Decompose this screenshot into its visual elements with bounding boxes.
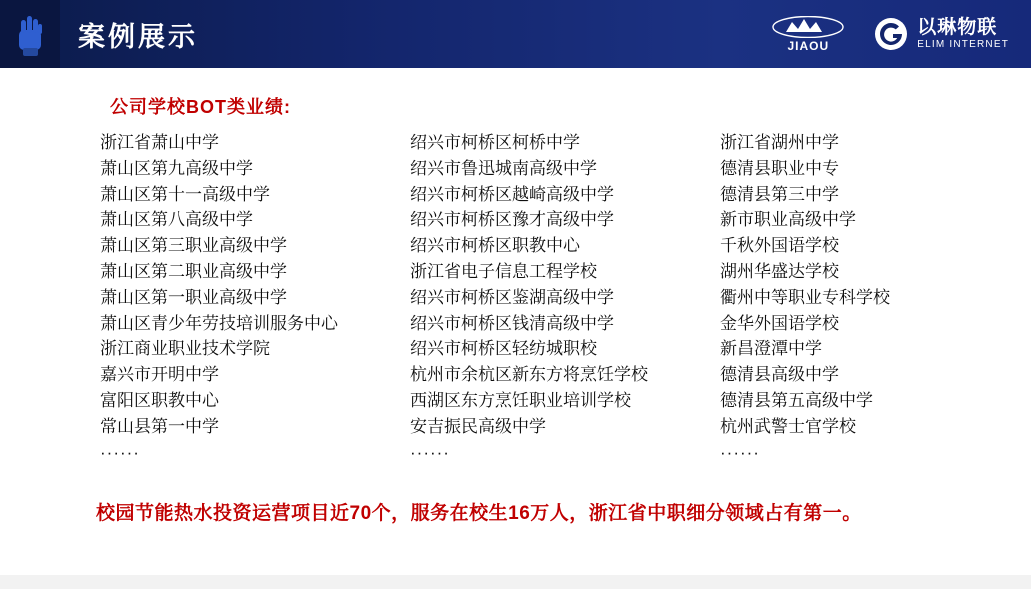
crown-icon	[772, 16, 844, 38]
list-item: 新昌澄潭中学	[720, 339, 822, 359]
elim-g-mark-icon	[873, 16, 909, 52]
list-item: 金华外国语学校	[720, 313, 839, 333]
list-item: 千秋外国语学校	[720, 236, 839, 256]
summary-note: 校园节能热水投资运营项目近70个，服务在校生16万人，浙江省中职细分领域占有第一。	[96, 503, 862, 524]
list-item: 萧山区第三职业高级中学	[100, 236, 287, 256]
elim-logo-text	[917, 18, 1009, 50]
list-item: 萧山区第九高级中学	[100, 158, 253, 178]
elim-logo-en: ELIM INTERNET	[917, 38, 1009, 50]
school-column-2	[410, 130, 720, 465]
list-item: 绍兴市柯桥区职教中心	[410, 236, 580, 256]
jiaou-logo	[765, 16, 851, 53]
fist-icon	[14, 10, 46, 58]
list-item: 新市职业高级中学	[720, 210, 856, 230]
list-item: 浙江省湖州中学	[720, 133, 839, 152]
elim-logo	[873, 16, 1009, 52]
school-column-1	[100, 130, 410, 465]
header-bar	[0, 0, 1031, 68]
list-item: 德清县第三中学	[720, 184, 839, 204]
list-item: 浙江省电子信息工程学校	[410, 261, 597, 281]
bottom-strip	[0, 575, 1031, 589]
list-item: 萧山区第八高级中学	[100, 210, 253, 230]
school-column-3	[720, 130, 1000, 465]
list-item: 常山县第一中学	[100, 416, 219, 436]
list-item: 湖州华盛达学校	[720, 261, 839, 281]
list-item: 浙江商业职业技术学院	[100, 339, 270, 359]
list-ellipsis: ······	[720, 442, 760, 462]
list-item: 杭州武警士官学校	[720, 416, 856, 436]
list-item: 萧山区第十一高级中学	[100, 184, 270, 204]
section-title: 公司学校BOT类业绩:	[110, 97, 291, 117]
elim-logo-cn: 以琳物联	[917, 17, 998, 39]
list-item: 杭州市余杭区新东方将烹饪学校	[410, 365, 648, 385]
list-item: 绍兴市柯桥区柯桥中学	[410, 133, 580, 152]
header-logos	[765, 16, 1031, 53]
list-ellipsis: ······	[410, 442, 450, 462]
list-item: 萧山区第一职业高级中学	[100, 287, 287, 307]
list-item: 衢州中等职业专科学校	[720, 287, 890, 307]
list-item: 富阳区职教中心	[100, 390, 219, 410]
list-item: 德清县职业中专	[720, 158, 839, 178]
header-left-block	[0, 0, 60, 68]
jiaou-logo-text: JIAOU	[787, 38, 830, 53]
slide-body	[0, 68, 1031, 589]
list-item: 西湖区东方烹饪职业培训学校	[410, 390, 631, 410]
list-item: 安吉振民高级中学	[410, 416, 546, 436]
list-item: 嘉兴市开明中学	[100, 365, 219, 385]
list-ellipsis: ······	[100, 442, 140, 462]
list-item: 萧山区第二职业高级中学	[100, 261, 287, 281]
list-item: 德清县高级中学	[720, 365, 839, 385]
list-item: 绍兴市柯桥区轻纺城职校	[410, 339, 597, 359]
list-item: 绍兴市柯桥区鉴湖高级中学	[410, 287, 614, 307]
list-item: 萧山区青少年劳技培训服务中心	[100, 313, 338, 333]
list-item: 绍兴市柯桥区豫才高级中学	[410, 210, 614, 230]
list-item: 绍兴市柯桥区钱清高级中学	[410, 313, 614, 333]
list-item: 德清县第五高级中学	[720, 390, 873, 410]
page-title: 案例展示	[78, 21, 198, 52]
list-item: 绍兴市柯桥区越崎高级中学	[410, 184, 614, 204]
list-item: 绍兴市鲁迅城南高级中学	[410, 158, 597, 178]
school-list-columns	[100, 130, 1000, 465]
list-item: 浙江省萧山中学	[100, 133, 219, 152]
